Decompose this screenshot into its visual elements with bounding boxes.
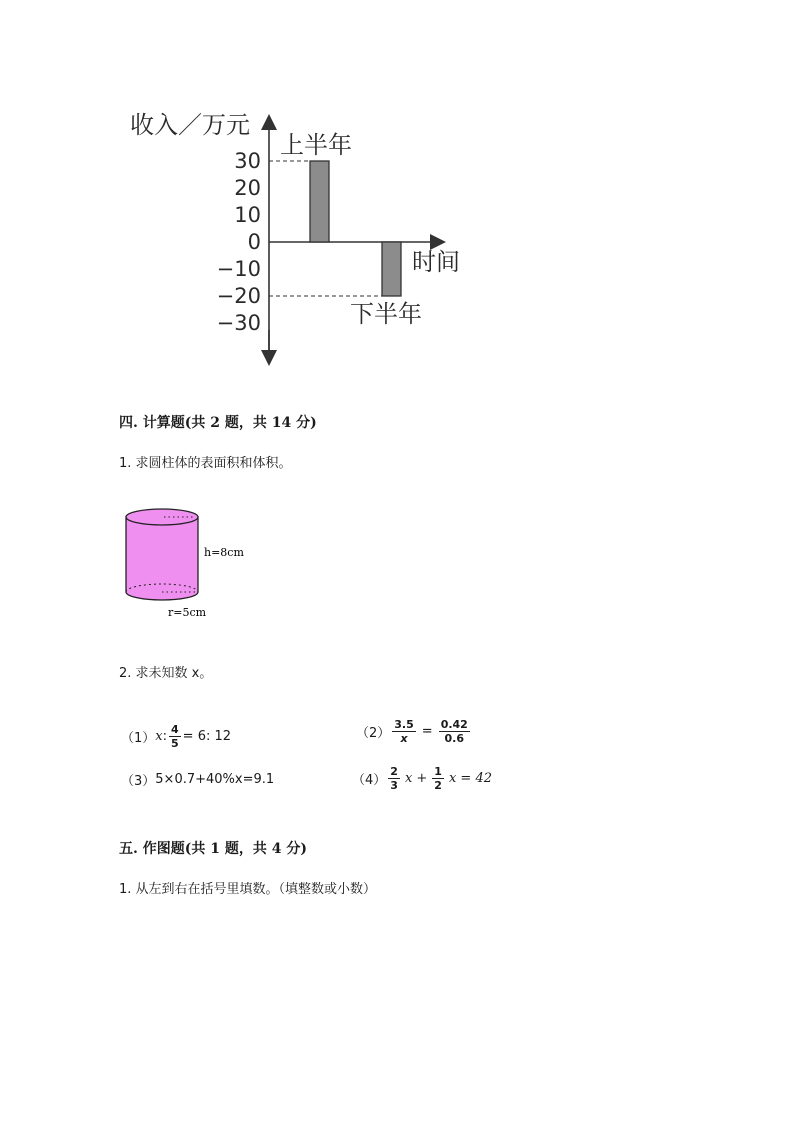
eq2-rnum: 0.42 [440, 718, 468, 731]
x-axis-label: 时间 [412, 248, 460, 276]
equation-2 [356, 719, 472, 744]
equation-3 [121, 770, 274, 789]
y-tick-label: 0 [247, 230, 261, 254]
eq1-x: x [155, 729, 163, 744]
eq4-d1: 3 [390, 779, 398, 792]
eq2-den: x [400, 732, 408, 745]
bar-1 [310, 161, 329, 242]
income-chart [118, 100, 478, 368]
cylinder-figure [120, 505, 250, 625]
eq4-x1: x + [404, 771, 428, 786]
eq3-expr: 5×0.7+40%x=9.1 [155, 772, 275, 787]
y-tick-label: 30 [234, 149, 261, 173]
chart-svg [118, 100, 478, 368]
eq1-den: 5 [171, 737, 179, 750]
equation-1 [121, 724, 231, 749]
section-4-title: 四. 计算题(共 2 题，共 14 分) [119, 415, 317, 431]
radius-label: r=5cm [168, 606, 207, 619]
equation-4 [352, 766, 492, 791]
y-tick-label: −20 [216, 284, 261, 308]
bar-2 [382, 242, 401, 296]
eq3-index: （3） [121, 774, 156, 789]
y-tick-label: −10 [216, 257, 261, 281]
eq1-fraction [169, 724, 181, 749]
question-1-text: 1. 求圆柱体的表面积和体积。 [119, 456, 292, 471]
eq4-n1: 2 [390, 765, 398, 778]
eq1-rhs: = 6: 12 [182, 729, 232, 744]
bar-label-2: 下半年 [350, 300, 422, 328]
eq2-rden: 0.6 [444, 732, 464, 745]
y-axis-label: 收入／万元 [130, 111, 250, 139]
eq2-num: 3.5 [394, 718, 414, 731]
eq1-colon: : [162, 729, 168, 744]
eq2-left-fraction [392, 719, 416, 744]
cylinder-body [126, 517, 198, 600]
y-ticks [217, 149, 261, 335]
bar-label-1: 上半年 [280, 131, 352, 159]
bars [269, 131, 422, 328]
y-tick-label: 10 [234, 203, 261, 227]
section-5-title: 五. 作图题(共 1 题，共 4 分) [119, 841, 307, 857]
eq4-fraction-2 [432, 766, 444, 791]
eq4-fraction-1 [388, 766, 400, 791]
eq4-index: （4） [352, 773, 387, 788]
y-tick-label: −30 [216, 311, 261, 335]
y-tick-label: 20 [234, 176, 261, 200]
height-label: h=8cm [204, 546, 244, 559]
eq4-x2: x = 42 [448, 771, 492, 786]
eq1-num: 4 [171, 723, 179, 736]
section-5-question-1: 1. 从左到右在括号里填数。（填整数或小数） [119, 882, 377, 897]
eq2-equals: = [421, 724, 433, 739]
question-2-text: 2. 求未知数 x。 [119, 666, 213, 681]
eq1-index: （1） [121, 731, 156, 746]
eq2-index: （2） [356, 726, 391, 741]
eq2-right-fraction [439, 719, 470, 744]
eq4-n2: 1 [434, 765, 442, 778]
cylinder-svg [120, 505, 250, 625]
eq4-d2: 2 [434, 779, 442, 792]
